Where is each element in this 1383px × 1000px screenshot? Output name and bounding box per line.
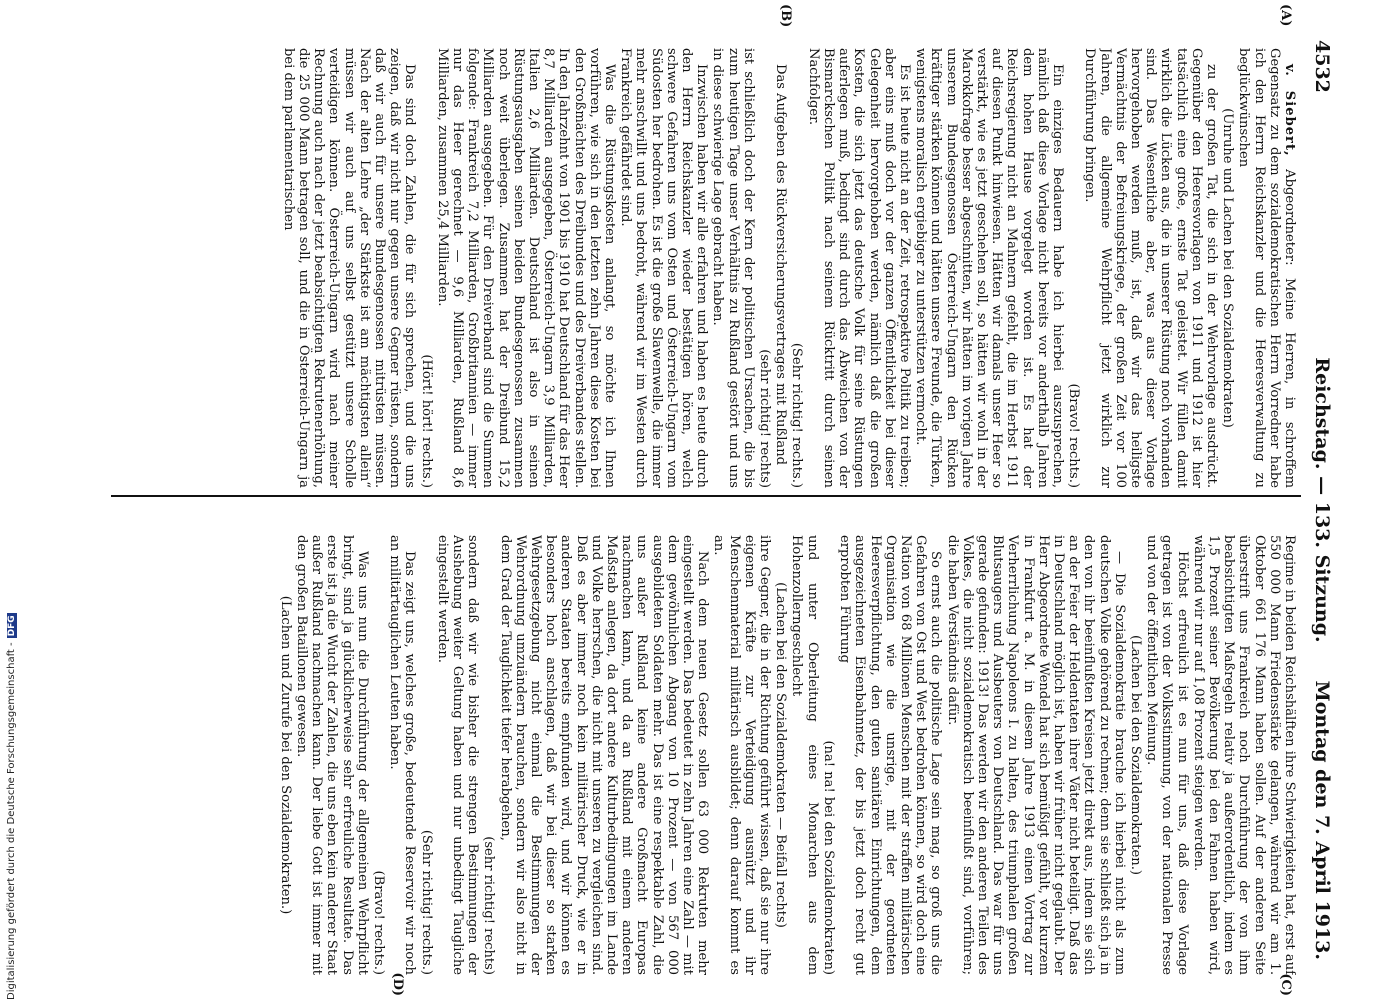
interjection	[1066, 48, 1081, 488]
text: — Die Sozialdemokratie brauche ich hierbei nicht als zum deutschen Volke gehörend zu rechnen; denn sie schließt sich ja in den von ihr beeinflußten Kreisen jetzt direkt aus, indem sie sich an der Feier der Heldentaten ihrer Väter nicht beteiligt. Daß das in Deutschland möglich ist, haben wir früher nicht geglaubt. Der Herr Abgeordnete Wendel hat sich bemüßigt gefühlt, vor kurzem in Frankfurt a. M. in diesem Jahre 1913 einen Vortrag zur Verherrlichung Napoleons I. zu halten, des triumphalen großen Blutsaugers und Ausbeuters von Deutschland. Das war für uns gerade gefunden: 1913! Das werden wir den anderen Teilen des Volkes, die nicht sozialdemokratisch beeinflußt sind, vorführen; die haben Verständnis dafür.	[944, 535, 1127, 975]
text: Es ist heute nicht an der Zeit, retrospektive Politik zu treiben; aber eins muß doch vor der ganzen Öffentlichkeit bei dieser Gelegenheit hervorgehoben werden, nämlich daß die großen Kosten, die sich jetzt das deutsche Volk für seine Rüstungen auferlegen muß, bedingt sind durch das Abweichen von der Bismarckschen Politik nach seinem Rücktritt durch seinen Nachfolger.	[805, 48, 912, 488]
paragraph	[294, 535, 370, 975]
text: Das sind doch Zahlen, die für sich sprechen, und die uns zeigen, daß wir nicht nur gegen unsere Gegner rüsten, sondern daß wir auch für unsere Bundesgenossen mitrüsten müssen. Nach der alten Lehre „der Stärkste ist am mächtigsten allein“ müssen wir auch auf uns selbst gestützt unsere Scholle verteidigen können. Österreich-Ungarn wird nach meiner Rechnung auch nach der jetzt beabsichtigten Rekrutenerhöhung, die 25 000 Mann betragen soll, und die in Österreich-Ungarn ja bei dem parlamentarischen	[280, 48, 418, 488]
header-date: Montag den 7. April 1913.	[1311, 680, 1333, 960]
imprint-text: Digitalisierung gefördert durch die Deutsche Forschungsgemeinschaft -	[6, 642, 17, 1000]
paragraph	[1191, 535, 1297, 975]
paragraph	[435, 535, 481, 975]
paragraph	[281, 48, 418, 488]
text: Das zeigt uns, welches große, bedeutende Reservoir wir noch an militärtauglichen Leuten haben.	[387, 535, 418, 975]
text: (Unruhe und Lachen bei den Sozialdemokraten)	[1220, 108, 1236, 428]
text: und unter Oberleitung eines Monarchen aus dem Hohenzollerngeschlecht	[789, 535, 820, 975]
interjection	[371, 535, 386, 975]
left-column	[57, 48, 1297, 488]
text: Inzwischen haben wir alle erfahren und haben es heute durch den Herrn Reichskanzler wieder bestätigen hören, welch schwere Gefahren uns vom Osten und Österreich-Ungarn vom Südosten her bedrohen. Es ist die große Slawenwelle, die immer mehr anschwillt und uns bedroht, während wir im Westen durch Frankreich gefährdet sind.	[618, 48, 710, 488]
paragraph	[1236, 48, 1297, 488]
column-divider	[111, 495, 1301, 497]
text: (sehr richtig! rechts)	[757, 349, 773, 488]
text: (Lachen bei den Sozialdemokraten — Beifall rechts)	[773, 582, 789, 928]
margin-label-d: (D)	[390, 972, 405, 996]
margin-label-b: (B)	[778, 4, 793, 28]
interjection	[1128, 535, 1143, 975]
paragraph	[711, 535, 772, 975]
text: (Lachen bei den Sozialdemokraten.)	[1127, 634, 1143, 875]
text: (Sehr richtig! rechts.)	[789, 342, 805, 488]
margin-label-a: (A)	[1278, 4, 1293, 27]
paragraph	[837, 535, 943, 975]
page-number: 4532	[1311, 40, 1333, 93]
paragraph	[387, 535, 417, 975]
paragraph	[618, 48, 709, 488]
interjection	[757, 48, 772, 488]
text: Was uns nun die Durchführung der allgemeinen Wehrpflicht bringt, sind ja glücklicherweise sehr erfreuliche Resultate. Das erste ist ja die Wucht der Zahlen, die uns eben kein anderer Staat außer Rußland nachmachen kann. Der liebe Gott ist immer mit den großen Bataillonen gewesen.	[294, 535, 370, 975]
text: Höchst erfreulich ist es nun für uns, daß diese Vorlage getragen ist von der Volksstimmung, von der nationalen Presse und von der öffentlichen Meinung.	[1144, 535, 1190, 975]
paragraph	[435, 48, 617, 488]
text: Das Aufgeben des Rückversicherungsvertrages mit Rußland	[773, 64, 789, 466]
text: So ernst auch die politische Lage sein mag, so groß uns die Gefahren von Ost und West bedrohen können, so wird doch eine Nation von 68 Millionen Menschen mit der straffen militärischen Organisation wie die unsrige, mit der geordneten Heeresverpflichtung, den guten sanitären Einrichtungen, dem ausgezeichneten Eisenbahnnetz, der bis jetzt doch recht gut erprobten Führung	[837, 535, 944, 975]
text: Was die Rüstungskosten anlangt, so möchte ich Ihnen vorführen, wie sich in den letzten zehn Jahren diese Kosten bei den Großmächten des Dreibundes und des Dreiverbandes stellen. In den Jahrzehnt von 1901 bis 1910 hat Deutschland für das Heer 8,7 Milliarden ausgegeben, Österreich-Ungarn 3,9 Milliarden, Italien 2,6 Milliarden. Deutschland ist also in seinen Rüstungsausgaben seinen beiden Bundesgenossen zusammen noch weit überlegen. Zusammen hat der Dreibund 15,2 Milliarden ausgegeben. Für den Dreiverband sind die Summen folgende: Frankreich 7,2 Milliarden, Großbritannien — immer nur das Heer gerechnet — 9,6 Milliarden, Rußland 8,6 Milliarden, zusammen 25,4 Milliarden.	[434, 48, 618, 488]
text: ihre Gegner, die in der Richtung geführt wissen, daß sie nur ihre eigenen Kräfte zur Verteidigung ausnützt und ihr Menschenmaterial militärisch ausbildet; denn darauf kommt es an.	[711, 535, 773, 975]
paragraph	[944, 535, 1126, 975]
text: Regime in beiden Reichshälften ihre Schwierigkeiten hat, erst auf 550 000 Mann Friedensstärke gelangen, während wir am 1. Oktober 661 176 Mann haben sollen. Auf der anderen Seite überstrift uns Frankreich noch Durchführung der von ihm beabsichtigten Maßregeln relativ ja außerordentlich, indem es 1,5 Prozent seiner Bevölkerung bei den Fahnen haben wird, während wir nur auf 1,08 Prozent steigen werden.	[1190, 535, 1297, 975]
page-header	[1305, 40, 1333, 960]
text: Nach dem neuen Gesetz sollen 63 000 Rekruten mehr eingestellt werden. Das bedeutet in zehn Jahren eine Zahl — mit dem gewöhnlichen Abgang von 10 Prozent — von 567 000 ausgebildeten Soldaten mehr. Das ist eine respektable Zahl, die uns außer Rußland keine andere Großmacht Europas nachmachen kann, und da an Rußland mit einem anderen Maßstab anlegen, da dort andere Kulturbedingungen im Lande und Volke herrschen, die nicht mit unseren zu vergleichen sind. Daß es aber immer noch kein militärischer Druck, wie er in anderen Staaten bereits empfunden wird, und wir können es besonders hoch anschlagen, daß wir bei dieser so starken Wehrgesetzgebung nicht einmal die Bestimmungen der Wehrordnung umzuändern brauchen, sondern wir also nicht in dem Grad der Tauglichkeit tiefer herabgehen,	[497, 535, 711, 975]
text: (Bravo! rechts.)	[371, 870, 387, 975]
interjection	[278, 535, 293, 975]
text: (Hört! hört! rechts.)	[418, 354, 434, 488]
margin-label-c: (C)	[1278, 973, 1293, 996]
text: (sehr richtig! rechts)	[481, 836, 497, 975]
paragraph	[913, 48, 1065, 488]
paragraph	[1144, 535, 1190, 975]
interjection	[418, 535, 433, 975]
interjection	[789, 48, 804, 488]
interjection	[821, 535, 836, 975]
text: (na! na! bei den Sozialdemokraten)	[820, 740, 836, 975]
interjection	[481, 535, 496, 975]
text: Ein einziges Bedauern habe ich hierbei auszusprechen, nämlich daß diese Vorlage nicht bereits vor anderthalb Jahren dem hohen Hause vorgelegt worden ist. Es hat der Reichsregierung nicht an Mahnern gefehlt, die im Herbst 1911 auf diesen Punkt hinwiesen. Hätten wir damals unser Heer so verstärkt, wie es jetzt geschehen soll, so hätten wir wohl in der Marokkofrage besser abgeschnitten, wir hätten im vorigen Jahre unserem Bundesgenossen Österreich-Ungarn den Rücken kräftiger stärken können und hätten unsere Freunde, die Türken, wenigstens moralisch ergiebiger zu unterstützen vermocht.	[913, 48, 1065, 488]
text: ist schließlich doch der Kern der politischen Ursachen, die bis zum heutigen Tage unser Verhältnis zu Rußland gestört und uns in diese schwierige Lage gebracht haben.	[710, 48, 756, 488]
paragraph	[1082, 48, 1219, 488]
paragraph	[806, 48, 912, 488]
text: (Bravo! rechts.)	[1066, 383, 1082, 488]
paragraph	[497, 535, 710, 975]
interjection	[1220, 48, 1235, 488]
text: zu der großen Tat, die sich in der Wehrvorlage ausdrückt. Gegenüber den Heeresvorlagen von 1911 und 1912 ist hier tatsächlich eine große, ernste Tat geleistet. Wir füllen damit wirklich die Lücken aus, die in unserer Rüstung noch vorhanden sind. Das Wesentliche aber, was aus dieser Vorlage hervorgehoben werden muß, ist, daß wir das heiligste Vermächtnis der Befreiungskriege, der großen Zeit vor 100 Jahren, die allgemeine Wehrpflicht jetzt wirklich zur Durchführung bringen.	[1082, 48, 1219, 488]
text: sondern daß wir wie bisher die strengen Bestimmungen der Aushebung weiter Geltung haben und nur unbedingt Taugliche eingestellt werden.	[434, 535, 481, 975]
interjection	[418, 48, 433, 488]
header-title: Reichstag. — 133. Sitzung.	[1311, 357, 1333, 643]
dfg-logo: DFG	[7, 615, 17, 637]
rotated-page	[35, 0, 1345, 1000]
side-imprint	[6, 0, 20, 1000]
paragraph	[710, 48, 756, 488]
text: (Sehr richtig! rechts.)	[418, 829, 434, 975]
paragraph	[773, 48, 788, 488]
paragraph	[789, 535, 819, 975]
text: Abgeordneter: Meine Herren, in schroffem Gegensatz zu dem sozialdemokratischen Herrn Vorredner habe ich den Herrn Reichskanzler und die Heeresverwaltung zu beglückwünschen	[1236, 48, 1297, 488]
text: (Lachen und Zurufe bei den Sozialdemokraten.)	[277, 595, 293, 915]
interjection	[773, 535, 788, 975]
right-column	[57, 535, 1297, 975]
speaker-name: v. Siebert,	[1282, 64, 1297, 157]
